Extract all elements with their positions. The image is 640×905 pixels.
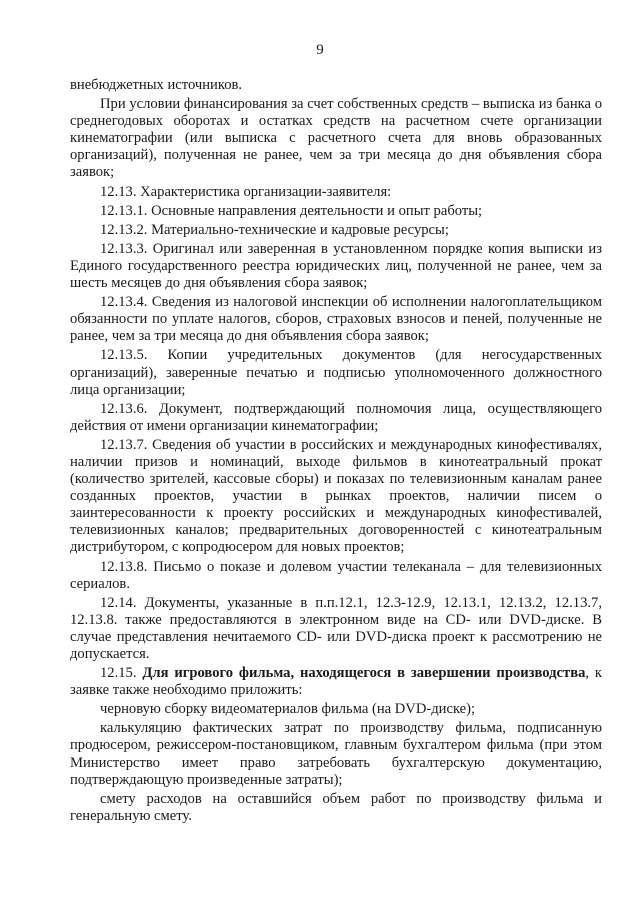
paragraph-12-13-7: 12.13.7. Сведения об участии в российских и международных кинофестивалях, наличии призов и номинаций, выходе фильмов в кинотеатральный прокат (количество зрителей, кассовые сборы) и показах по телевизионным каналам ранее созданных проектов, участии в рынках проектов, наличии писем о заинтересованности к проекту российских и международных кинофестивалей, телевизионных каналов; предварительных договоренностей с кинотеатральным дистрибутором, с копродюсером для новых проектов; [70,436,602,556]
paragraph-12-13-4: 12.13.4. Сведения из налоговой инспекции об исполнении налогоплательщиком обязанности по уплате налогов, сборов, страховых взносов и пеней, полученные не ранее, чем за три месяца до дня объявления сбора заявок; [70,294,602,345]
paragraph-continuation: внебюджетных источников. [70,77,243,93]
paragraph-12-15-bold: Для игрового фильма, находящегося в завершении производства [142,665,586,682]
paragraph-12-15-rest: , к заявке также необходимо приложить: [70,665,602,699]
paragraph-12-15 [70,665,602,699]
page-number: 9 [316,42,324,58]
paragraph-12-15-number: 12.15. [100,665,143,682]
paragraph-12-13-5: 12.13.5. Копии учредительных документов (для негосударственных организаций), заверенные печатью и подписью уполномоченного должностного лица организации; [70,347,602,398]
paragraph-12-13: 12.13. Характеристика организации-заявителя: [100,183,392,200]
paragraph-own-funds: При условии финансирования за счет собственных средств – выписка из банка о среднегодовых оборотах и остатках средств на расчетном счете организации кинематографии (или выписка с расчетного счета для вновь образованных организаций), полученная не ранее, чем за три месяца до дня объявления сбора заявок; [70,96,602,181]
paragraph-12-13-6: 12.13.6. Документ, подтверждающий полномочия лица, осуществляющего действия от имени организации кинематографии; [70,400,602,434]
paragraph-12-14: 12.14. Документы, указанные в п.п.12.1, 12.3-12.9, 12.13.1, 12.13.2, 12.13.7, 12.13.8. также предоставляются в электронном виде на CD- или DVD-диске. В случае представления нечитаемого CD- или DVD-диска проект к рассмотрению не допускается. [70,594,602,662]
document-body [70,77,602,827]
paragraph-12-13-2: 12.13.2. Материально-технические и кадровые ресурсы; [100,221,449,238]
paragraph-12-13-8: 12.13.8. Письмо о показе и долевом участии телеканала – для телевизионных сериалов. [70,558,602,592]
paragraph-12-13-1: 12.13.1. Основные направления деятельности и опыт работы; [100,202,483,219]
list-item: черновую сборку видеоматериалов фильма (на DVD-диске); [100,701,476,718]
list-item: смету расходов на оставшийся объем работ по производству фильма и генеральную смету. [70,790,602,824]
list-item: калькуляцию фактических затрат по производству фильма, подписанную продюсером, режиссером-постановщиком, главным бухгалтером фильма (при этом Министерство имеет право затребовать бухгалтерскую документацию, подтверждающую произведенные затраты); [70,720,602,788]
paragraph-12-13-3: 12.13.3. Оригинал или заверенная в установленном порядке копия выписки из Единого государственного реестра юридических лиц, полученной не ранее, чем за шесть месяцев до дня объявления сбора заявок; [70,240,602,292]
